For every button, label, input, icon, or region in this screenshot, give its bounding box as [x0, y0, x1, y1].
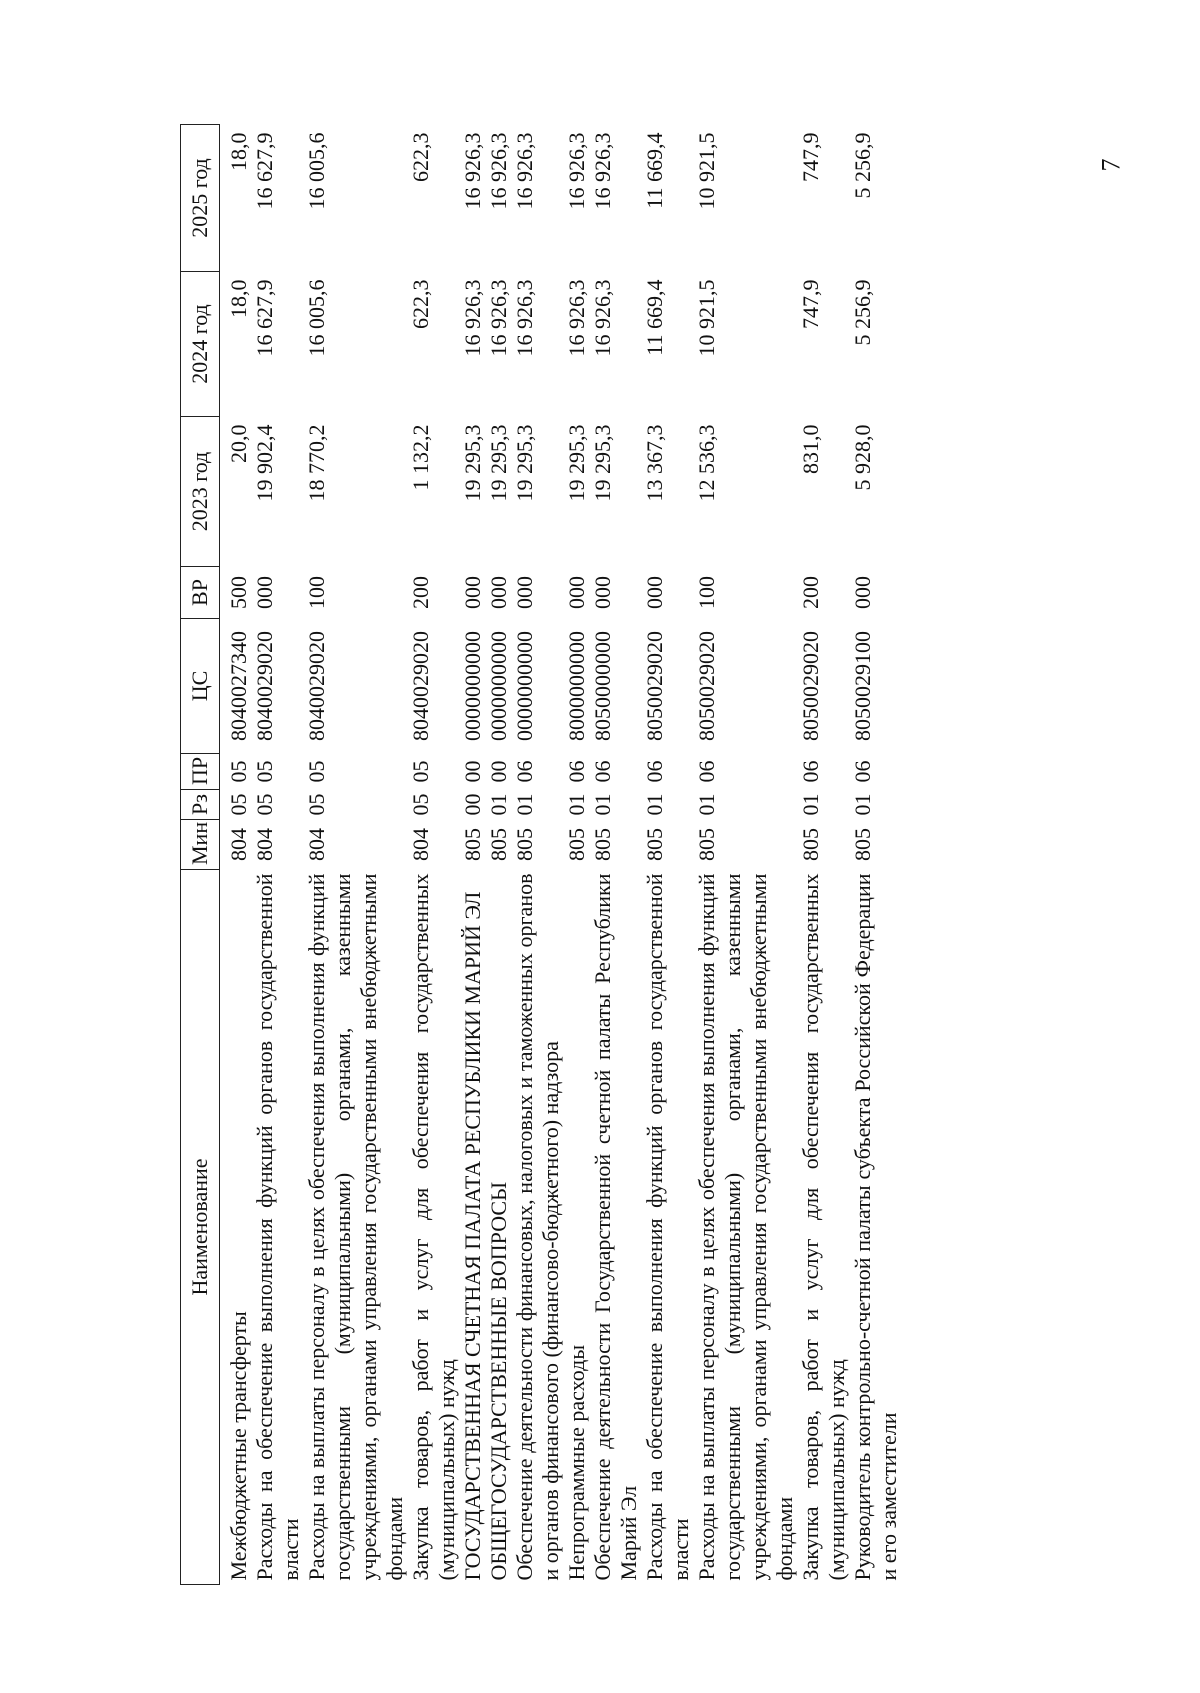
- table-row: [642, 125, 694, 1585]
- row-min: 805: [590, 828, 615, 861]
- row-2025: 622,3: [408, 132, 433, 182]
- table-row: [564, 125, 590, 1585]
- row-min: 805: [486, 828, 511, 861]
- row-vr: 200: [408, 576, 433, 609]
- table-row: [252, 125, 304, 1585]
- row-2025: 5 256,9: [850, 132, 875, 199]
- table-row: [850, 125, 902, 1585]
- row-cs: 8040029020: [408, 631, 433, 741]
- table-row: [460, 125, 486, 1585]
- row-rz: 01: [798, 793, 823, 816]
- row-2024: 16 627,9: [252, 279, 277, 357]
- row-name: Закупка товаров, работ и услуг для обеспечения государственных (муниципальных) нужд: [798, 873, 849, 1581]
- row-cs: 8050029100: [850, 631, 875, 741]
- row-cs: 8050000000: [590, 631, 615, 741]
- row-2023: 18 770,2: [304, 424, 329, 502]
- row-2025: 16 005,6: [304, 132, 329, 210]
- row-2025: 10 921,5: [694, 132, 719, 210]
- table-header-row: [181, 125, 220, 1585]
- row-2025: 16 627,9: [252, 132, 277, 210]
- row-vr: 000: [590, 576, 615, 609]
- row-rz: 01: [512, 793, 537, 816]
- row-rz: 05: [408, 793, 433, 816]
- header-pr: ПР: [181, 754, 220, 790]
- row-2025: 747,9: [798, 132, 823, 182]
- row-2024: 10 921,5: [694, 279, 719, 357]
- row-name: Непрограммные расходы: [564, 1344, 589, 1581]
- row-2023: 13 367,3: [642, 424, 667, 502]
- row-2025: 16 926,3: [590, 132, 615, 210]
- row-2024: 622,3: [408, 279, 433, 329]
- row-cs: 8040029020: [252, 631, 277, 741]
- row-name: ОБЩЕГОСУДАРСТВЕННЫЕ ВОПРОСЫ: [486, 1181, 511, 1581]
- row-pr: 05: [226, 760, 251, 783]
- row-vr: 000: [642, 576, 667, 609]
- row-rz: 01: [642, 793, 667, 816]
- row-pr: 06: [694, 760, 719, 783]
- row-rz: 05: [304, 793, 329, 816]
- row-name: Межбюджетные трансферты: [226, 1311, 251, 1581]
- row-2025: 18,0: [226, 132, 251, 171]
- row-pr: 06: [642, 760, 667, 783]
- row-rz: 01: [564, 793, 589, 816]
- row-2023: 19 295,3: [486, 424, 511, 502]
- header-cs: ЦС: [181, 619, 220, 754]
- row-min: 805: [798, 828, 823, 861]
- table-row: [408, 125, 460, 1585]
- row-vr: 000: [252, 576, 277, 609]
- row-cs: 8050029020: [642, 631, 667, 741]
- row-2025: 16 926,3: [460, 132, 485, 210]
- row-2023: 12 536,3: [694, 424, 719, 502]
- row-2024: 16 926,3: [486, 279, 511, 357]
- row-name: Расходы на обеспечение выполнения функций органов государственной власти: [252, 873, 303, 1581]
- header-2023: 2023 год: [181, 417, 220, 567]
- row-2023: 20,0: [226, 424, 251, 463]
- row-2024: 16 926,3: [512, 279, 537, 357]
- row-name: ГОСУДАРСТВЕННАЯ СЧЕТНАЯ ПАЛАТА РЕСПУБЛИКИ МАРИЙ ЭЛ: [460, 891, 485, 1581]
- row-rz: 01: [486, 793, 511, 816]
- row-2023: 1 132,2: [408, 424, 433, 491]
- budget-table: [180, 124, 902, 1585]
- row-min: 804: [408, 828, 433, 861]
- row-rz: 00: [460, 793, 485, 816]
- row-vr: 100: [304, 576, 329, 609]
- row-vr: 000: [512, 576, 537, 609]
- row-cs: 0000000000: [486, 631, 511, 741]
- row-2023: 831,0: [798, 424, 823, 474]
- row-min: 804: [252, 828, 277, 861]
- row-name: Расходы на выплаты персоналу в целях обеспечения выполнения функций государственными (муниципальными) органами, казенными учреждениями, органами управления государственными внебюджетными фондами: [694, 873, 797, 1581]
- row-2025: 11 669,4: [642, 132, 667, 209]
- row-pr: 05: [304, 760, 329, 783]
- row-vr: 100: [694, 576, 719, 609]
- row-2024: 16 005,6: [304, 279, 329, 357]
- row-pr: 06: [798, 760, 823, 783]
- row-2024: 747,9: [798, 279, 823, 329]
- row-vr: 000: [486, 576, 511, 609]
- row-min: 804: [304, 828, 329, 861]
- row-pr: 00: [460, 760, 485, 783]
- row-pr: 05: [408, 760, 433, 783]
- row-2023: 19 295,3: [512, 424, 537, 502]
- header-vr: ВР: [181, 567, 220, 619]
- row-min: 805: [642, 828, 667, 861]
- row-name: Обеспечение деятельности Государственной счетной палаты Республики Марий Эл: [590, 873, 641, 1581]
- row-min: 804: [226, 828, 251, 861]
- row-2024: 16 926,3: [590, 279, 615, 357]
- row-pr: 06: [590, 760, 615, 783]
- row-rz: 01: [850, 793, 875, 816]
- row-min: 805: [460, 828, 485, 861]
- table-row: [220, 125, 253, 1585]
- table-row: [304, 125, 408, 1585]
- row-cs: 8050029020: [798, 631, 823, 741]
- row-2025: 16 926,3: [486, 132, 511, 210]
- row-vr: 000: [460, 576, 485, 609]
- row-name: Расходы на обеспечение выполнения функций органов государственной власти: [642, 873, 693, 1581]
- row-name: Обеспечение деятельности финансовых, налоговых и таможенных органов и органов финансового (финансово-бюджетного) надзора: [512, 873, 563, 1581]
- row-pr: 00: [486, 760, 511, 783]
- row-2023: 19 295,3: [460, 424, 485, 502]
- row-cs: 8040027340: [226, 631, 251, 741]
- header-2025: 2025 год: [181, 125, 220, 272]
- row-pr: 05: [252, 760, 277, 783]
- row-min: 805: [564, 828, 589, 861]
- row-2024: 5 256,9: [850, 279, 875, 346]
- row-2025: 16 926,3: [512, 132, 537, 210]
- header-rz: Рз: [181, 790, 220, 820]
- table-row: [798, 125, 850, 1585]
- row-cs: 8050029020: [694, 631, 719, 741]
- row-2023: 19 295,3: [590, 424, 615, 502]
- row-2024: 16 926,3: [564, 279, 589, 357]
- row-pr: 06: [512, 760, 537, 783]
- row-pr: 06: [850, 760, 875, 783]
- row-rz: 05: [226, 793, 251, 816]
- row-2025: 16 926,3: [564, 132, 589, 210]
- header-min: Мин: [181, 820, 220, 870]
- row-vr: 200: [798, 576, 823, 609]
- row-rz: 01: [590, 793, 615, 816]
- row-name: Расходы на выплаты персоналу в целях обеспечения выполнения функций государственными (муниципальными) органами, казенными учреждениями, органами управления государственными внебюджетными фондами: [304, 873, 407, 1581]
- header-2024: 2024 год: [181, 272, 220, 417]
- row-min: 805: [512, 828, 537, 861]
- row-min: 805: [694, 828, 719, 861]
- row-2024: 11 669,4: [642, 279, 667, 356]
- row-2024: 16 926,3: [460, 279, 485, 357]
- row-min: 805: [850, 828, 875, 861]
- row-name: Руководитель контрольно-счетной палаты субъекта Российской Федерации и его заместители: [850, 873, 901, 1581]
- row-rz: 05: [252, 793, 277, 816]
- table-row: [486, 125, 512, 1585]
- row-cs: 8040029020: [304, 631, 329, 741]
- table-row: [512, 125, 564, 1585]
- row-cs: 0000000000: [512, 631, 537, 741]
- header-name: Наименование: [181, 870, 220, 1585]
- row-cs: 0000000000: [460, 631, 485, 741]
- row-cs: 8000000000: [564, 631, 589, 741]
- table-row: [590, 125, 642, 1585]
- row-vr: 000: [564, 576, 589, 609]
- row-2023: 19 295,3: [564, 424, 589, 502]
- row-vr: 500: [226, 576, 251, 609]
- row-2023: 19 902,4: [252, 424, 277, 502]
- row-2024: 18,0: [226, 279, 251, 318]
- row-name: Закупка товаров, работ и услуг для обеспечения государственных (муниципальных) нужд: [408, 873, 459, 1581]
- page-number: 7: [1096, 158, 1126, 172]
- rotated-table-wrapper: [180, 125, 940, 1585]
- row-rz: 01: [694, 793, 719, 816]
- row-2023: 5 928,0: [850, 424, 875, 491]
- row-pr: 06: [564, 760, 589, 783]
- table-row: [694, 125, 798, 1585]
- row-vr: 000: [850, 576, 875, 609]
- table-body: [220, 125, 903, 1585]
